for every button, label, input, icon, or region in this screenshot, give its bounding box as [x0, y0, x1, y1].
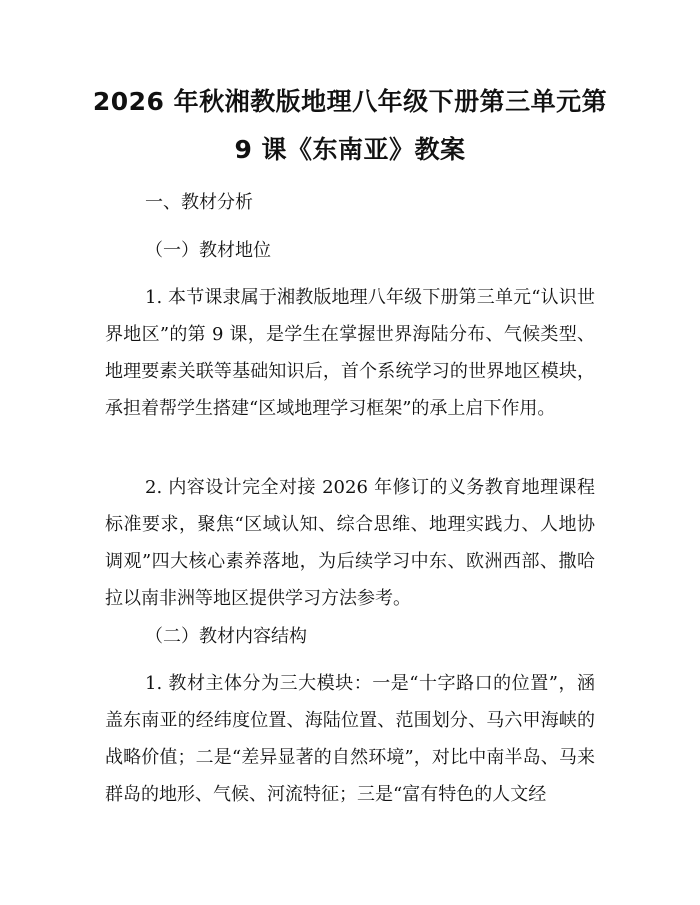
paragraph-structure-1: 1. 教材主体分为三大模块：一是“十字路口的位置”，涵盖东南亚的经纬度位置、海陆位置、范围划分、马六甲海峡的战略价值；二是“差异显著的自然环境”，对比中南半岛、马来群岛的地形、气候、河流特征；三是“富有特色的人文经 [105, 673, 595, 805]
document-title-line-2: 9 课《东南亚》教案 [234, 135, 466, 164]
document-title-line-1: 2026 年秋湘教版地理八年级下册第三单元第 [92, 87, 608, 116]
subsection-heading-content-structure: （二）教材内容结构 [145, 626, 307, 647]
paragraph-position-1: 1. 本节课隶属于湘教版地理八年级下册第三单元“认识世界地区”的第 9 课，是学生在掌握世界海陆分布、气候类型、地理要素关联等基础知识后，首个系统学习的世界地区模块，承担着帮学生搭建“区域地理学习框架”的承上启下作用。 [105, 287, 595, 419]
section-heading-textbook-analysis: 一、教材分析 [145, 192, 253, 213]
subsection-heading-textbook-position: （一）教材地位 [145, 240, 271, 261]
paragraph-position-2: 2. 内容设计完全对接 2026 年修订的义务教育地理课程标准要求，聚焦“区域认知、综合思维、地理实践力、人地协调观”四大核心素养落地，为后续学习中东、欧洲西部、撒哈拉以南非洲等地区提供学习方法参考。 [105, 477, 595, 609]
